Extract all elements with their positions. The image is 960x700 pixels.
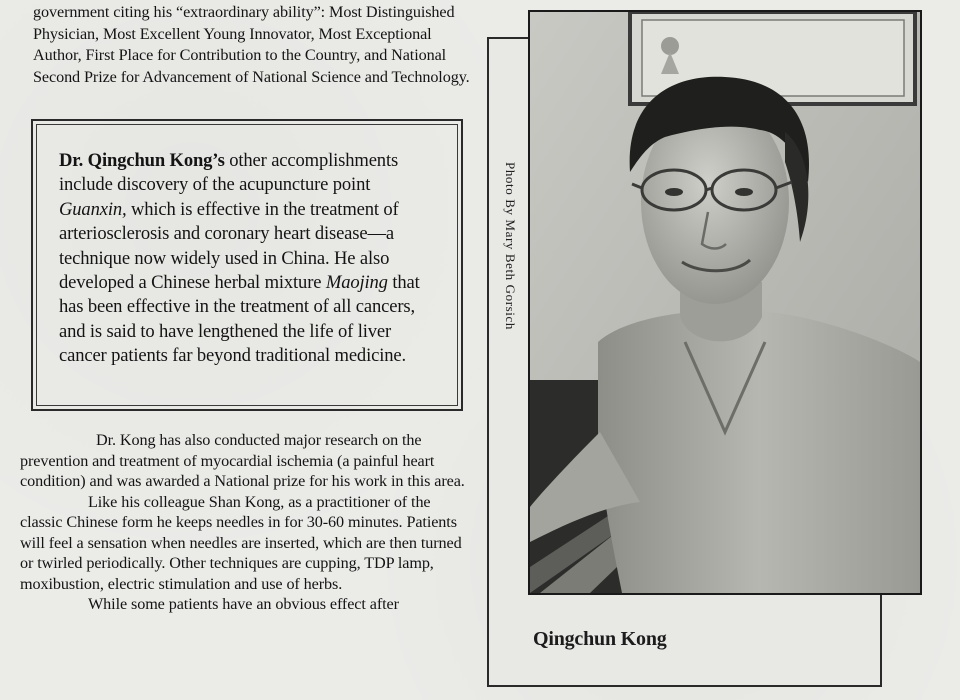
photo-credit: Photo By Mary Beth Gorsich	[503, 162, 518, 330]
callout-text-part-1: other accomplishments include discovery of the acupuncture point	[59, 150, 399, 196]
callout-text-part-2: which is effective in the treatment of arteriosclerosis and coronary heart disease—a technique now widely used in China. He also developed a Chinese herbal mixture	[59, 198, 399, 294]
callout-text	[59, 149, 439, 369]
body-column	[20, 430, 470, 615]
callout-term-maojing: Maojing	[325, 272, 388, 294]
callout-text-part-3: that has been effective in the treatment of all cancers, and is said to have lengthened the life of liver cancer patients far beyond traditional medicine.	[59, 272, 420, 367]
body-paragraph: While some patients have an obvious effect after	[88, 595, 399, 613]
photo-caption: Qingchun Kong	[533, 628, 667, 650]
intro-paragraph: government citing his “extraordinary ability”: Most Distinguished Physician, Most Excellent Young Innovator, Most Exceptional Author, First Place for Contribution to the Country, and National Second Prize for Advancement of National Science and Technology.	[33, 3, 470, 87]
callout-term-guanxin: Guanxin,	[59, 198, 127, 220]
body-paragraph: Like his colleague Shan Kong, as a practitioner of the classic Chinese form he keeps needles in for 30-60 minutes. Patients will feel a sensation when needles are inserted, which are then turned or twirled periodically. Other techniques are cupping, TDP lamp, moxibustion, electric stimulation and use of herbs.	[20, 492, 462, 593]
portrait-photo	[528, 10, 922, 595]
callout-inner-border	[36, 124, 458, 406]
callout-box	[31, 119, 463, 411]
body-paragraph: Dr. Kong has also conducted major research on the prevention and treatment of myocardial ischemia (a painful heart condition) and was awarded a National prize for his work in this area.	[20, 431, 465, 490]
callout-name: Dr. Qingchun Kong’s	[59, 150, 225, 171]
portrait-illustration	[530, 12, 920, 593]
